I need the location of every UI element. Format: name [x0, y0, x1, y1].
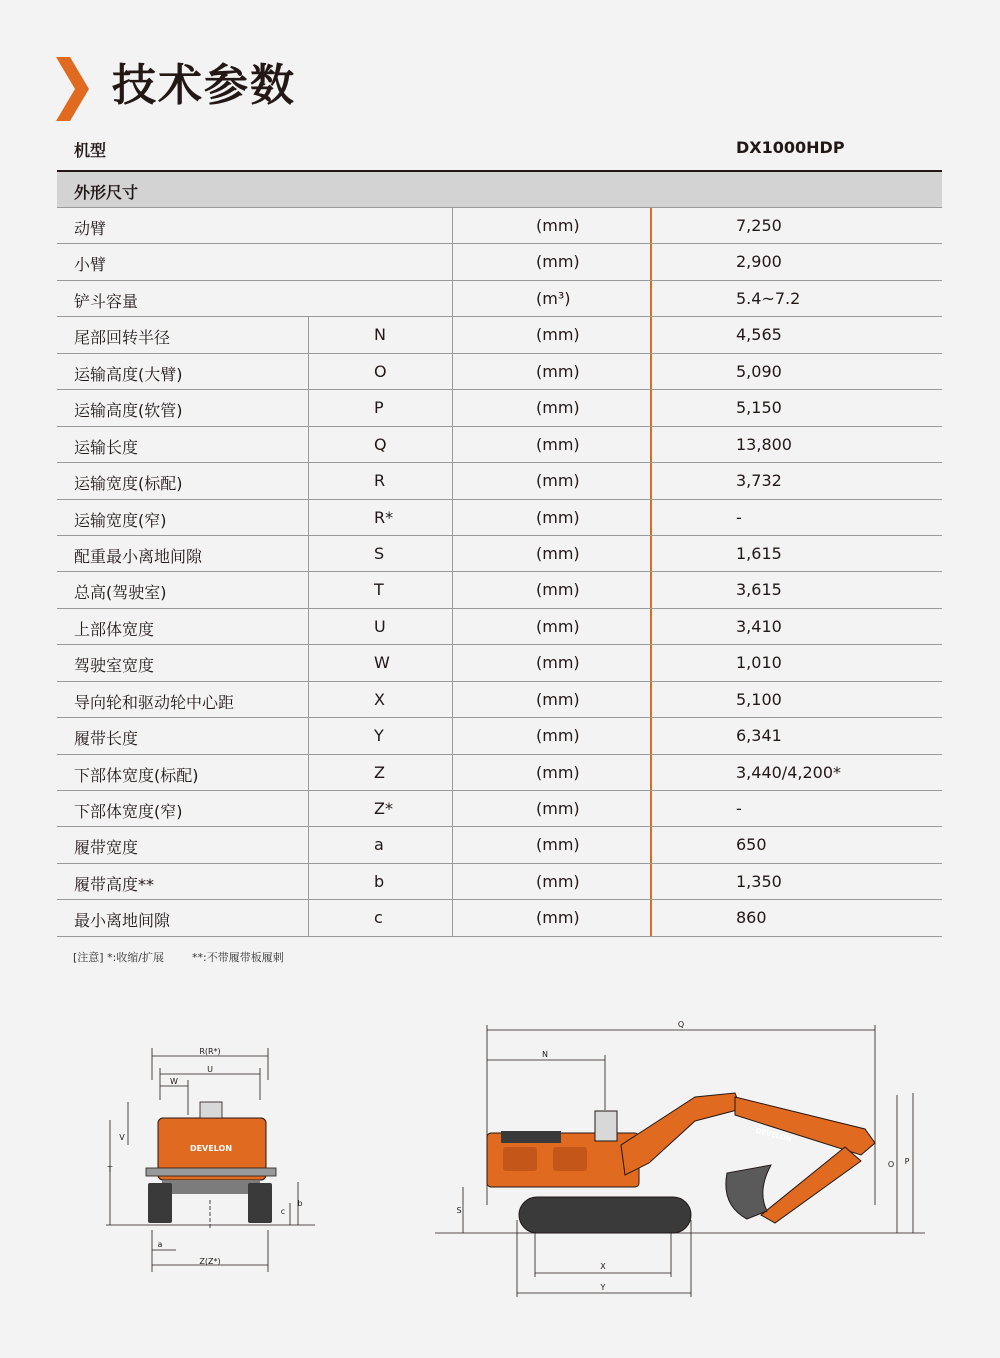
spec-row — [57, 645, 942, 681]
spec-row — [57, 864, 942, 900]
spec-unit: (mm) — [536, 871, 580, 891]
spec-value: 13,800 — [736, 434, 792, 454]
spec-code: c — [374, 908, 383, 928]
front-brand-logo: DEVELON — [189, 1144, 233, 1153]
spec-unit: (mm) — [536, 507, 580, 527]
spec-unit: (mm) — [536, 543, 580, 563]
spec-name: 上部体宽度 — [74, 619, 155, 639]
code-column-divider — [308, 572, 309, 607]
spec-unit: (mm) — [536, 398, 580, 418]
svg-text:X: X — [600, 1262, 606, 1271]
spec-code: N — [374, 325, 386, 345]
spec-row — [57, 755, 942, 791]
spec-name: 运输长度 — [74, 437, 139, 457]
spec-row — [57, 354, 942, 390]
spec-unit: (mm) — [536, 580, 580, 600]
svg-text:N: N — [542, 1050, 548, 1059]
spec-row — [57, 390, 942, 426]
code-column-divider — [308, 463, 309, 498]
code-column-divider — [308, 427, 309, 462]
code-column-divider — [308, 864, 309, 899]
spec-code: Z — [374, 762, 385, 782]
spec-unit: (mm) — [536, 616, 580, 636]
footnote-item: **:不带履带板履刺 — [192, 951, 284, 964]
spec-name: 下部体宽度(窄) — [74, 802, 183, 821]
code-column-divider — [308, 645, 309, 680]
spec-row — [57, 244, 942, 280]
front-view-diagram — [100, 1040, 330, 1275]
spec-code: Q — [374, 434, 387, 454]
spec-row — [57, 900, 942, 936]
svg-text:b: b — [297, 1199, 303, 1208]
spec-name: 驾驶室宽度 — [74, 656, 155, 676]
spec-code: W — [374, 653, 390, 673]
spec-row — [57, 609, 942, 645]
spec-row — [57, 682, 942, 718]
spec-code: U — [374, 616, 386, 636]
svg-text:Q: Q — [677, 1020, 685, 1029]
spec-value: 3,732 — [736, 471, 782, 491]
spec-code: b — [374, 871, 385, 891]
spec-code: R* — [374, 507, 394, 527]
spec-unit: (mm) — [536, 689, 580, 709]
spec-code: P — [374, 398, 384, 418]
spec-unit: (mm) — [536, 216, 580, 235]
spec-unit: (mm) — [536, 726, 580, 746]
spec-row — [57, 281, 942, 317]
spec-code: a — [374, 835, 384, 855]
spec-value: 6,341 — [736, 726, 782, 746]
spec-name: 履带宽度 — [74, 838, 139, 858]
code-column-divider — [308, 609, 309, 644]
spec-name: 配重最小离地间隙 — [74, 546, 203, 566]
spec-name: 履带高度** — [74, 874, 155, 894]
code-column-divider — [308, 682, 309, 717]
spec-name: 动臂 — [74, 219, 107, 238]
spec-unit: (mm) — [536, 653, 580, 673]
spec-row — [57, 317, 942, 353]
spec-unit: (m³) — [536, 288, 571, 308]
spec-code: S — [374, 543, 385, 563]
spec-name: 小臂 — [74, 255, 107, 275]
spec-row — [57, 208, 942, 244]
spec-value: 1,350 — [736, 871, 782, 891]
spec-row — [57, 463, 942, 499]
code-column-divider — [308, 718, 309, 753]
spec-table — [57, 208, 942, 937]
svg-text:T: T — [107, 1165, 113, 1174]
spec-unit: (mm) — [536, 325, 580, 345]
spec-value: 3,440/4,200* — [736, 762, 841, 782]
code-column-divider — [308, 791, 309, 826]
page-title: 技术参数 — [112, 60, 296, 111]
spec-unit: (mm) — [536, 434, 580, 454]
spec-row — [57, 827, 942, 863]
spec-value: 860 — [736, 908, 767, 928]
spec-name: 铲斗容量 — [74, 291, 139, 311]
svg-text:Y: Y — [600, 1283, 606, 1292]
svg-text:Z(Z*): Z(Z*) — [199, 1257, 221, 1266]
spec-code: Z* — [374, 799, 393, 818]
spec-unit: (mm) — [536, 361, 580, 381]
spec-unit: (mm) — [536, 835, 580, 855]
svg-text:U: U — [207, 1065, 213, 1074]
spec-unit: (mm) — [536, 471, 580, 491]
spec-value: 2,900 — [736, 252, 782, 272]
footnote-item: [注意] *:收缩/扩展 — [73, 951, 164, 964]
spec-value: 5,150 — [736, 398, 782, 418]
spec-unit: (mm) — [536, 252, 580, 272]
spec-row — [57, 791, 942, 827]
spec-name: 运输高度(大臂) — [74, 364, 183, 384]
spec-code: Y — [374, 726, 384, 746]
section-header — [57, 172, 942, 208]
spec-value: 1,615 — [736, 543, 782, 563]
spec-name: 运输宽度(窄) — [74, 510, 167, 530]
svg-text:V: V — [119, 1133, 125, 1142]
spec-row — [57, 500, 942, 536]
svg-text:P: P — [904, 1157, 910, 1166]
model-row — [57, 130, 942, 172]
model-value: DX1000HDP — [736, 138, 845, 157]
svg-text:S: S — [456, 1206, 462, 1215]
spec-value: 5.4~7.2 — [736, 288, 801, 308]
code-column-divider — [308, 354, 309, 389]
spec-value: 3,615 — [736, 580, 782, 600]
svg-text:W: W — [170, 1077, 178, 1086]
spec-value: 650 — [736, 835, 767, 855]
footnote — [73, 949, 312, 965]
spec-row — [57, 572, 942, 608]
code-column-divider — [308, 390, 309, 425]
code-column-divider — [308, 900, 309, 935]
spec-code: T — [374, 580, 384, 600]
spec-value: 4,565 — [736, 325, 782, 345]
spec-unit: (mm) — [536, 799, 580, 818]
spec-row — [57, 718, 942, 754]
spec-value: 5,100 — [736, 689, 782, 709]
svg-text:R(R*): R(R*) — [199, 1047, 221, 1056]
spec-value: 5,090 — [736, 361, 782, 381]
svg-text:O: O — [887, 1160, 895, 1169]
spec-row — [57, 536, 942, 572]
spec-row — [57, 427, 942, 463]
spec-code: R — [374, 471, 386, 491]
spec-name: 最小离地间隙 — [74, 911, 171, 931]
spec-name: 导向轮和驱动轮中心距 — [74, 692, 235, 712]
title-chevron-icon — [56, 57, 90, 121]
spec-value: - — [736, 507, 742, 527]
spec-name: 尾部回转半径 — [74, 328, 171, 348]
spec-value: 1,010 — [736, 653, 782, 673]
spec-name: 下部体宽度(标配) — [74, 765, 199, 785]
code-column-divider — [308, 755, 309, 790]
model-label: 机型 — [74, 141, 107, 160]
svg-text:a: a — [157, 1240, 163, 1249]
spec-value: - — [736, 799, 742, 818]
side-view-diagram — [435, 1015, 935, 1300]
code-column-divider — [308, 536, 309, 571]
spec-name: 运输高度(软管) — [74, 401, 183, 421]
spec-code: O — [374, 361, 387, 381]
side-brand-logo: DEVELON — [754, 1126, 793, 1144]
spec-code: X — [374, 689, 385, 709]
spec-value: 7,250 — [736, 216, 782, 235]
code-column-divider — [308, 317, 309, 352]
spec-name: 运输宽度(标配) — [74, 474, 183, 494]
code-column-divider — [308, 500, 309, 535]
spec-name: 履带长度 — [74, 729, 139, 749]
svg-text:c: c — [280, 1207, 286, 1216]
code-column-divider — [308, 827, 309, 862]
spec-name: 总高(驾驶室) — [74, 583, 167, 603]
section-title: 外形尺寸 — [74, 183, 139, 202]
spec-unit: (mm) — [536, 762, 580, 782]
spec-value: 3,410 — [736, 616, 782, 636]
spec-unit: (mm) — [536, 908, 580, 928]
